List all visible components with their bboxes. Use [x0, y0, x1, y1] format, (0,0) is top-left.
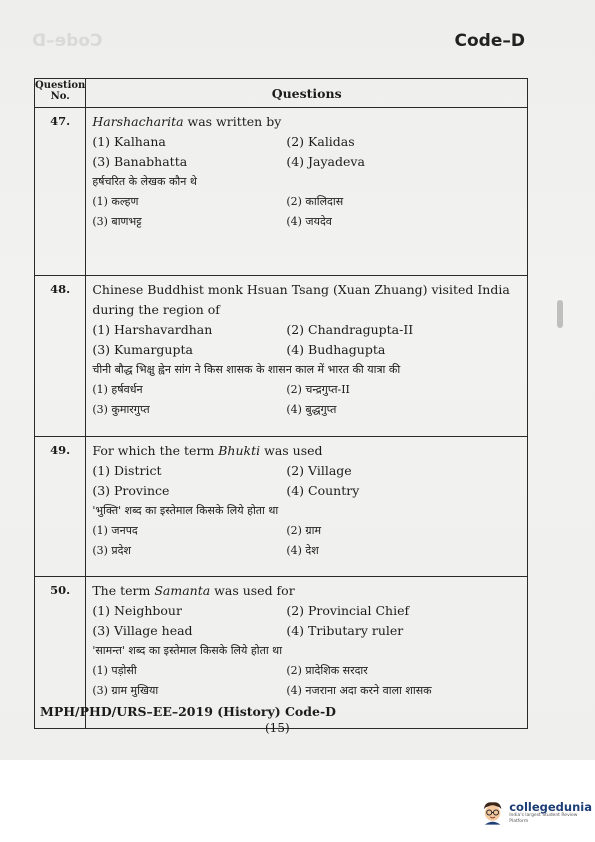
option: (3) Village head — [92, 623, 193, 638]
question-stem-hi: चीनी बौद्ध भिक्षु ह्वेन सांग ने किस शासक के शासन काल में भारत की यात्रा की — [92, 363, 401, 376]
option: (1) District — [92, 463, 162, 478]
option: (4) Budhagupta — [286, 342, 386, 357]
question-cell — [86, 108, 528, 276]
options-hi — [92, 521, 521, 561]
question-row — [35, 276, 528, 437]
question-number: 47. — [35, 108, 86, 276]
brand-logo[interactable] — [481, 800, 595, 826]
options-hi — [92, 661, 521, 701]
option: (2) Village — [286, 463, 352, 478]
question-row — [35, 108, 528, 276]
option: (3) प्रदेश — [92, 544, 132, 557]
option: (4) देश — [286, 544, 319, 557]
question-row — [35, 437, 528, 577]
option: (3) ग्राम मुखिया — [92, 684, 159, 697]
question-stem-en: The term Samanta was used for — [92, 583, 295, 598]
brand-text — [509, 801, 595, 825]
option: (3) Kumargupta — [92, 342, 193, 357]
brand-name: collegedunia — [509, 800, 592, 814]
option: (4) बुद्धगुप्त — [286, 403, 337, 416]
header-question-no: Question No. — [35, 79, 86, 108]
question-stem-hi: हर्षचरित के लेखक कौन थे — [92, 175, 197, 188]
question-table — [34, 78, 528, 729]
option: (3) Province — [92, 483, 170, 498]
table-header-row — [35, 79, 528, 108]
question-cell — [86, 437, 528, 577]
option: (4) जयदेव — [286, 215, 332, 228]
option: (2) Kalidas — [286, 134, 355, 149]
header-questions: Questions — [86, 79, 528, 108]
option: (4) Jayadeva — [286, 154, 365, 169]
options-en — [92, 461, 521, 501]
brand-tagline: India's largest Student Review Platform — [509, 813, 578, 824]
option: (1) Neighbour — [92, 603, 182, 618]
option: (1) Kalhana — [92, 134, 166, 149]
options-en — [92, 320, 521, 360]
question-stem-en: For which the term Bhukti was used — [92, 443, 323, 458]
options-en — [92, 601, 521, 641]
scan-smudge — [557, 300, 563, 328]
question-cell — [86, 276, 528, 437]
question-stem-en: Chinese Buddhist monk Hsuan Tsang (Xuan Zhuang) visited India during the region of — [92, 282, 510, 317]
option: (1) जनपद — [92, 524, 138, 537]
option: (3) कुमारगुप्त — [92, 403, 150, 416]
option: (4) Tributary ruler — [286, 623, 404, 638]
option: (1) हर्षवर्धन — [92, 383, 143, 396]
options-en — [92, 132, 521, 172]
student-avatar-icon — [481, 800, 504, 826]
option: (3) Banabhatta — [92, 154, 188, 169]
option: (2) Provincial Chief — [286, 603, 410, 618]
option: (1) Harshavardhan — [92, 322, 213, 337]
option: (3) बाणभट्ट — [92, 215, 142, 228]
bleed-through-code: Code–D — [32, 31, 103, 51]
option: (2) Chandragupta-II — [286, 322, 414, 337]
question-number: 48. — [35, 276, 86, 437]
options-hi — [92, 380, 521, 420]
options-hi — [92, 192, 521, 232]
question-stem-hi: 'सामन्त' शब्द का इस्तेमाल किसके लिये होता था — [92, 644, 283, 657]
option: (2) ग्राम — [286, 524, 322, 537]
option: (2) कालिदास — [286, 195, 344, 208]
question-stem-en: Harshacharita was written by — [92, 114, 282, 129]
page-number: (15) — [265, 721, 290, 735]
option: (4) Country — [286, 483, 360, 498]
question-number: 49. — [35, 437, 86, 577]
paper-code: Code–D — [454, 31, 525, 51]
option: (2) चन्द्रगुप्त-II — [286, 383, 350, 396]
option: (4) नजराना अदा करने वाला शासक — [286, 684, 432, 697]
question-number: 50. — [35, 577, 86, 729]
option: (1) कल्हण — [92, 195, 139, 208]
option: (1) पड़ोसी — [92, 664, 137, 677]
question-stem-hi: 'भुक्ति' शब्द का इस्तेमाल किसके लिये होता था — [92, 504, 279, 517]
option: (2) प्रादेशिक सरदार — [286, 664, 368, 677]
exam-footer: MPH/PHD/URS–EE–2019 (History) Code-D — [40, 704, 336, 719]
